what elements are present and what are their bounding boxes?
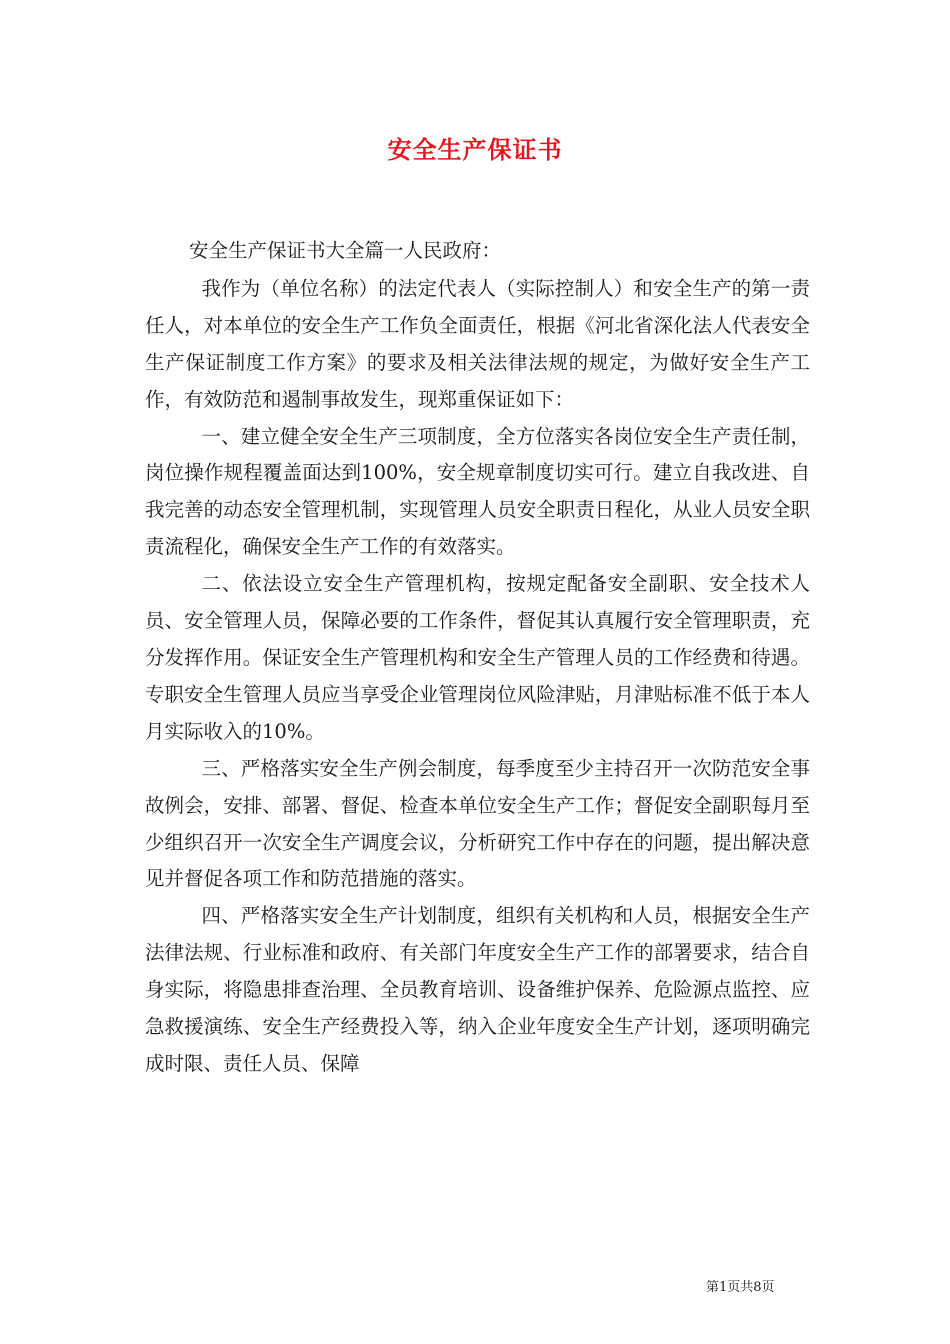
salutation: 安全生产保证书大全篇一人民政府：: [189, 239, 502, 262]
page-number: 第1页共8页: [706, 1280, 775, 1295]
paragraph-item-3: 三、严格落实安全生产例会制度，每季度至少主持召开一次防范安全事故例会，安排、部署、督促、检查本单位安全生产工作；督促安全副职每月至少组织召开一次安全生产调度会议，分析研究工作中存在的问题，提出解决意见并督促各项工作和防范措施的落实。: [145, 756, 810, 891]
document-body: [145, 233, 810, 1083]
paragraph-item-2: 二、依法设立安全生产管理机构，按规定配备安全副职、安全技术人员、安全管理人员，保障必要的工作条件，督促其认真履行安全管理职责，充分发挥作用。保证安全生产管理机构和安全生产管理人员的工作经费和待遇。专职安全生管理人员应当享受企业管理岗位风险津贴，月津贴标准不低于本人月实际收入的10%。: [145, 572, 810, 743]
paragraph-item-1: 一、建立健全安全生产三项制度，全方位落实各岗位安全生产责任制，岗位操作规程覆盖面达到100%，安全规章制度切实可行。建立自我改进、自我完善的动态安全管理机制，实现管理人员安全职责日程化，从业人员安全职责流程化，确保安全生产工作的有效落实。: [145, 424, 810, 559]
paragraph-intro: 我作为（单位名称）的法定代表人（实际控制人）和安全生产的第一责任人，对本单位的安全生产工作负全面责任，根据《河北省深化法人代表安全生产保证制度工作方案》的要求及相关法律法规的规定，为做好安全生产工作，有效防范和遏制事故发生，现郑重保证如下：: [145, 276, 810, 411]
document-title: 安全生产保证书: [387, 135, 563, 164]
paragraph-item-4: 四、严格落实安全生产计划制度，组织有关机构和人员，根据安全生产法律法规、行业标准和政府、有关部门年度安全生产工作的部署要求，结合自身实际，将隐患排查治理、全员教育培训、设备维护保养、危险源点监控、应急救援演练、安全生产经费投入等，纳入企业年度安全生产计划，逐项明确完成时限、责任人员、保障: [145, 904, 810, 1075]
